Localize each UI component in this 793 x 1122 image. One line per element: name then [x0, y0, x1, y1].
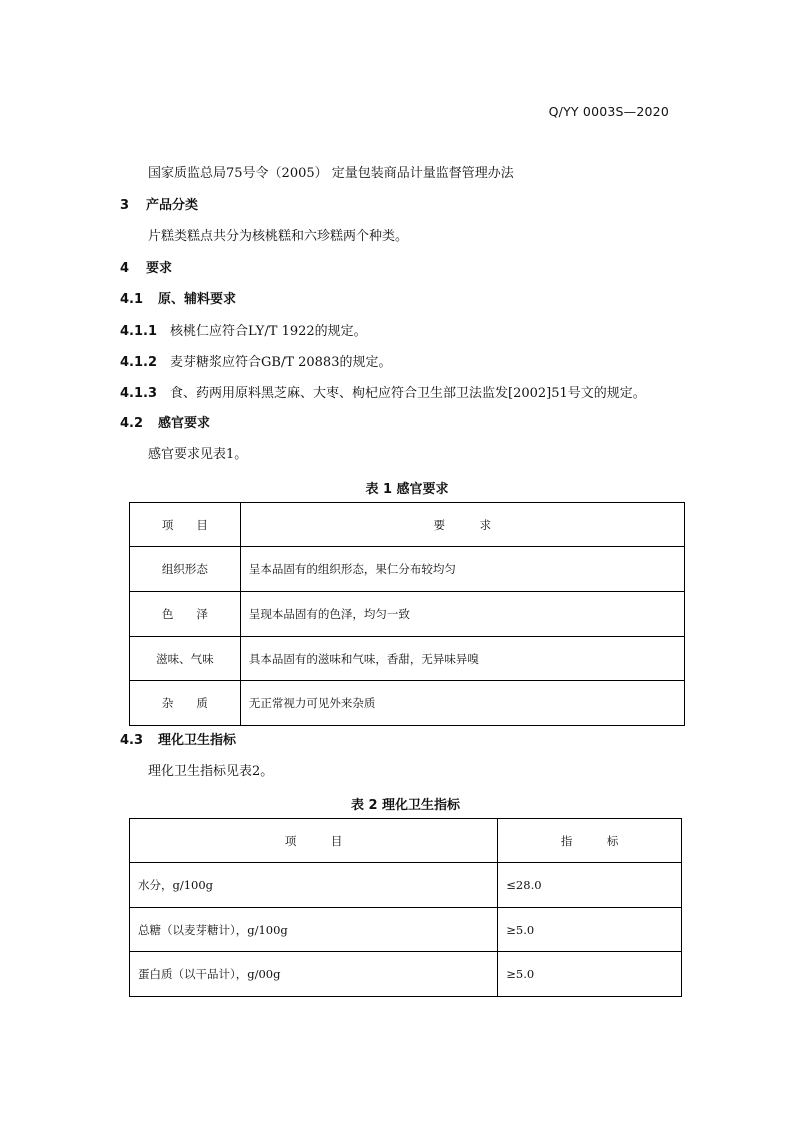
clause-text: 食、药两用原料黑芝麻、大枣、枸杞应符合卫生部卫法监发[2002]51号文的规定。 — [170, 386, 646, 401]
table-cell: ≥5.0 — [498, 908, 682, 952]
clause-text: 核桃仁应符合LY/T 1922的规定。 — [170, 324, 367, 339]
table-cell: 总糖（以麦芽糖计），g/100g — [130, 908, 498, 952]
clause-4-1-3 — [120, 384, 646, 403]
section-title: 感官要求 — [158, 416, 211, 431]
table-cell: 无正常视力可见外来杂质 — [240, 681, 684, 726]
section-number: 3 — [120, 198, 130, 213]
table-row — [130, 547, 685, 592]
table-row — [130, 908, 682, 952]
table-row — [130, 637, 685, 681]
section-title: 原、辅料要求 — [158, 292, 237, 307]
table-header-cell: 指 标 — [498, 819, 682, 863]
section-title: 要求 — [146, 261, 173, 276]
table-row — [130, 592, 685, 637]
clause-4-1-2 — [120, 353, 391, 372]
clause-4-1-1 — [120, 322, 367, 341]
table-row — [130, 863, 682, 908]
section-3-heading — [120, 197, 198, 215]
table-cell: 呈本品固有的组织形态，果仁分布较均匀 — [240, 547, 684, 592]
section-number: 4.1 — [120, 292, 144, 307]
section-4-heading — [120, 260, 172, 278]
section-4-3-heading — [120, 732, 236, 750]
section-number: 4.2 — [120, 416, 144, 431]
table-cell: 水分，g/100g — [130, 863, 498, 908]
table-cell: 杂 质 — [130, 681, 241, 726]
reference-line: 国家质监总局75号令（2005） 定量包装商品计量监督管理办法 — [148, 166, 514, 181]
table-header-row — [130, 819, 682, 863]
table-row — [130, 952, 682, 997]
section-3-body: 片糕类糕点共分为核桃糕和六珍糕两个种类。 — [148, 229, 409, 244]
table-cell: 具本品固有的滋味和气味，香甜，无异味异嗅 — [240, 637, 684, 681]
table-1-caption: 表 1 感官要求 — [365, 482, 449, 497]
table-row — [130, 681, 685, 726]
table-cell: 组织形态 — [130, 547, 241, 592]
section-number: 4 — [120, 261, 130, 276]
section-title: 产品分类 — [146, 198, 199, 213]
section-4-1-heading — [120, 291, 236, 309]
table-header-row — [130, 503, 685, 547]
table-2 — [129, 818, 682, 997]
table-header-cell: 项 目 — [130, 503, 241, 547]
table-cell: 蛋白质（以干品计），g/00g — [130, 952, 498, 997]
clause-number: 4.1.3 — [120, 386, 158, 401]
section-4-2-body: 感官要求见表1。 — [148, 447, 248, 462]
section-number: 4.3 — [120, 733, 144, 748]
table-cell: 色 泽 — [130, 592, 241, 637]
section-4-2-heading — [120, 415, 210, 433]
document-id: Q/YY 0003S—2020 — [548, 104, 669, 119]
clause-text: 麦芽糖浆应符合GB/T 20883的规定。 — [170, 355, 392, 370]
section-4-3-body: 理化卫生指标见表2。 — [148, 764, 274, 779]
section-title: 理化卫生指标 — [158, 733, 237, 748]
table-cell: ≥5.0 — [498, 952, 682, 997]
table-header-cell: 项 目 — [130, 819, 498, 863]
table-2-caption: 表 2 理化卫生指标 — [350, 798, 461, 813]
clause-number: 4.1.2 — [120, 355, 158, 370]
table-cell: 滋味、气味 — [130, 637, 241, 681]
table-1 — [129, 502, 685, 726]
table-cell: 呈现本品固有的色泽，均匀一致 — [240, 592, 684, 637]
table-header-cell: 要 求 — [240, 503, 684, 547]
table-cell: ≤28.0 — [498, 863, 682, 908]
clause-number: 4.1.1 — [120, 324, 158, 339]
